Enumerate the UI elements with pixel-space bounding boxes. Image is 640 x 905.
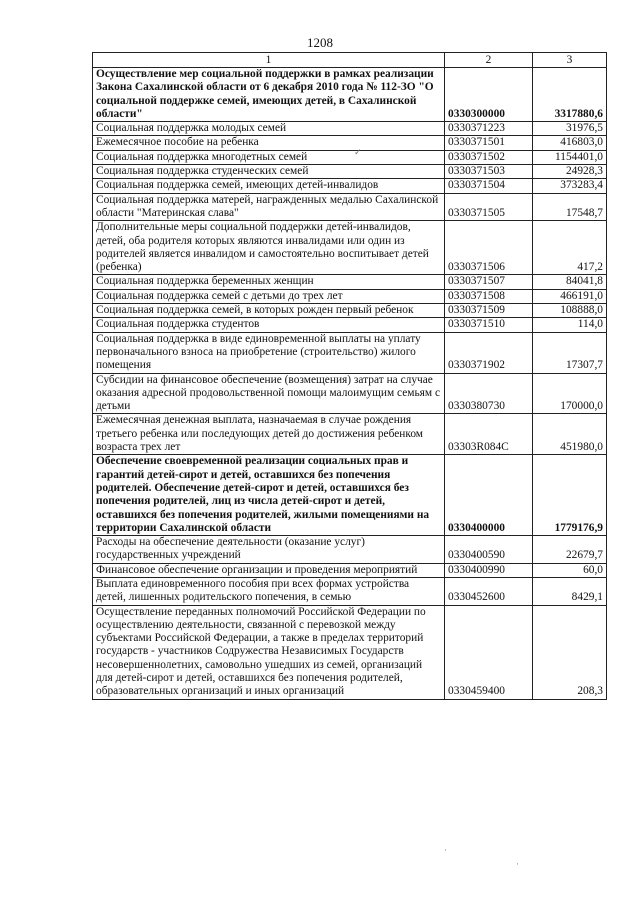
table-row	[93, 289, 607, 303]
amount-cell: 3317880,6	[533, 68, 607, 122]
table-row	[93, 318, 607, 332]
amount-cell: 31976,5	[533, 122, 607, 136]
table-row	[93, 179, 607, 193]
amount-cell: 114,0	[533, 318, 607, 332]
budget-code-cell: 0330400000	[445, 455, 533, 536]
budget-code-cell: 0330371510	[445, 318, 533, 332]
scan-mark: ·	[444, 845, 447, 855]
budget-code-cell: 0330371501	[445, 136, 533, 150]
expense-name-cell: Социальная поддержка матерей, награжденных медалью Сахалинской области "Материнская слава"	[93, 193, 445, 221]
expense-name-cell: Субсидии на финансовое обеспечение (возмещения) затрат на случае оказания адресной продовольственной помощи малоимущим семьям с детьми	[93, 373, 445, 414]
scan-mark: ·	[516, 859, 519, 869]
table-row	[93, 414, 607, 455]
column-header-1: 1	[93, 53, 445, 68]
scan-mark: ✓	[354, 147, 362, 157]
amount-cell: 17307,7	[533, 332, 607, 373]
amount-cell: 84041,8	[533, 275, 607, 289]
expense-name-cell: Ежемесячное пособие на ребенка	[93, 136, 445, 150]
budget-code-cell: 0330371509	[445, 304, 533, 318]
table-row	[93, 373, 607, 414]
expense-name-cell: Социальная поддержка семей, в которых рожден первый ребенок	[93, 304, 445, 318]
table-row	[93, 136, 607, 150]
amount-cell: 1154401,0	[533, 150, 607, 164]
table-header-row	[93, 53, 607, 68]
expense-name-cell: Социальная поддержка семей, имеющих детей-инвалидов	[93, 179, 445, 193]
table-row	[93, 221, 607, 275]
expense-name-cell: Социальная поддержка в виде единовременной выплаты на уплату первоначального взноса на приобретение (строительство) жилого помещения	[93, 332, 445, 373]
expense-name-cell: Дополнительные меры социальной поддержки детей-инвалидов, детей, оба родителя которых являются инвалидами или один из родителей является инвалидом и самостоятельно воспитывает детей (ребенка)	[93, 221, 445, 275]
expense-name-cell: Расходы на обеспечение деятельности (оказание услуг) государственных учреждений	[93, 536, 445, 564]
column-header-3: 3	[533, 53, 607, 68]
amount-cell: 60,0	[533, 563, 607, 577]
amount-cell: 22679,7	[533, 536, 607, 564]
budget-code-cell: 0330400990	[445, 563, 533, 577]
amount-cell: 108888,0	[533, 304, 607, 318]
budget-code-cell: 0330400590	[445, 536, 533, 564]
budget-code-cell: 0330371504	[445, 179, 533, 193]
amount-cell: 170000,0	[533, 373, 607, 414]
expense-name-cell: Социальная поддержка студентов	[93, 318, 445, 332]
expense-name-cell: Осуществление мер социальной поддержки в рамках реализации Закона Сахалинской области от 6 декабря 2010 года № 112-ЗО "О социальной поддержке семей, имеющих детей, в Сахалинской области"	[93, 68, 445, 122]
amount-cell: 8429,1	[533, 577, 607, 605]
table-row	[93, 304, 607, 318]
expense-name-cell: Социальная поддержка студенческих семей	[93, 165, 445, 179]
table-row	[93, 605, 607, 699]
budget-code-cell: 0330371223	[445, 122, 533, 136]
budget-table	[92, 52, 607, 700]
expense-name-cell: Ежемесячная денежная выплата, назначаемая в случае рождения третьего ребенка или последующих детей до достижения ребенком возраста трех лет	[93, 414, 445, 455]
expense-name-cell: Выплата единовременного пособия при всех формах устройства детей, лишенных родительского попечения, в семью	[93, 577, 445, 605]
table-row	[93, 68, 607, 122]
budget-code-cell: 03303R084С	[445, 414, 533, 455]
amount-cell: 417,2	[533, 221, 607, 275]
table-row	[93, 165, 607, 179]
table-row	[93, 122, 607, 136]
expense-name-cell: Осуществление переданных полномочий Российской Федерации по осуществлению деятельности, связанной с перевозкой между субъектами Российской Федерации, а также в пределах территорий государств - участников Содружества Независимых Государств несовершеннолетних, самовольно ушедших из семей, организаций для детей-сирот и детей, оставшихся без попечения родителей, образовательных организаций и иных организаций	[93, 605, 445, 699]
page-number: 1208	[307, 35, 333, 50]
amount-cell: 1779176,9	[533, 455, 607, 536]
expense-name-cell: Социальная поддержка многодетных семей	[93, 150, 445, 164]
table-row	[93, 332, 607, 373]
amount-cell: 416803,0	[533, 136, 607, 150]
budget-code-cell: 0330371507	[445, 275, 533, 289]
amount-cell: 451980,0	[533, 414, 607, 455]
amount-cell: 466191,0	[533, 289, 607, 303]
budget-code-cell: 0330459400	[445, 605, 533, 699]
expense-name-cell: Социальная поддержка беременных женщин	[93, 275, 445, 289]
amount-cell: 373283,4	[533, 179, 607, 193]
budget-code-cell: 0330371506	[445, 221, 533, 275]
budget-code-cell: 0330371508	[445, 289, 533, 303]
budget-code-cell: 0330371503	[445, 165, 533, 179]
budget-code-cell: 0330380730	[445, 373, 533, 414]
budget-code-cell: 0330300000	[445, 68, 533, 122]
column-header-2: 2	[445, 53, 533, 68]
table-row	[93, 563, 607, 577]
table-row	[93, 536, 607, 564]
amount-cell: 24928,3	[533, 165, 607, 179]
budget-code-cell: 0330452600	[445, 577, 533, 605]
table-row	[93, 275, 607, 289]
expense-name-cell: Социальная поддержка молодых семей	[93, 122, 445, 136]
amount-cell: 208,3	[533, 605, 607, 699]
expense-name-cell: Обеспечение своевременной реализации социальных прав и гарантий детей-сирот и детей, оставшихся без попечения родителей. Обеспечение детей-сирот и детей, оставшихся без попечения родителей, лиц из числа детей-сирот и детей, оставшихся без попечения родителей, жилыми помещениями на территории Сахалинской области	[93, 455, 445, 536]
budget-table-body	[93, 53, 607, 700]
table-row	[93, 455, 607, 536]
amount-cell: 17548,7	[533, 193, 607, 221]
table-row	[93, 577, 607, 605]
expense-name-cell: Финансовое обеспечение организации и проведения мероприятий	[93, 563, 445, 577]
table-row	[93, 150, 607, 164]
budget-code-cell: 0330371502	[445, 150, 533, 164]
budget-code-cell: 0330371902	[445, 332, 533, 373]
expense-name-cell: Социальная поддержка семей с детьми до трех лет	[93, 289, 445, 303]
table-row	[93, 193, 607, 221]
budget-code-cell: 0330371505	[445, 193, 533, 221]
